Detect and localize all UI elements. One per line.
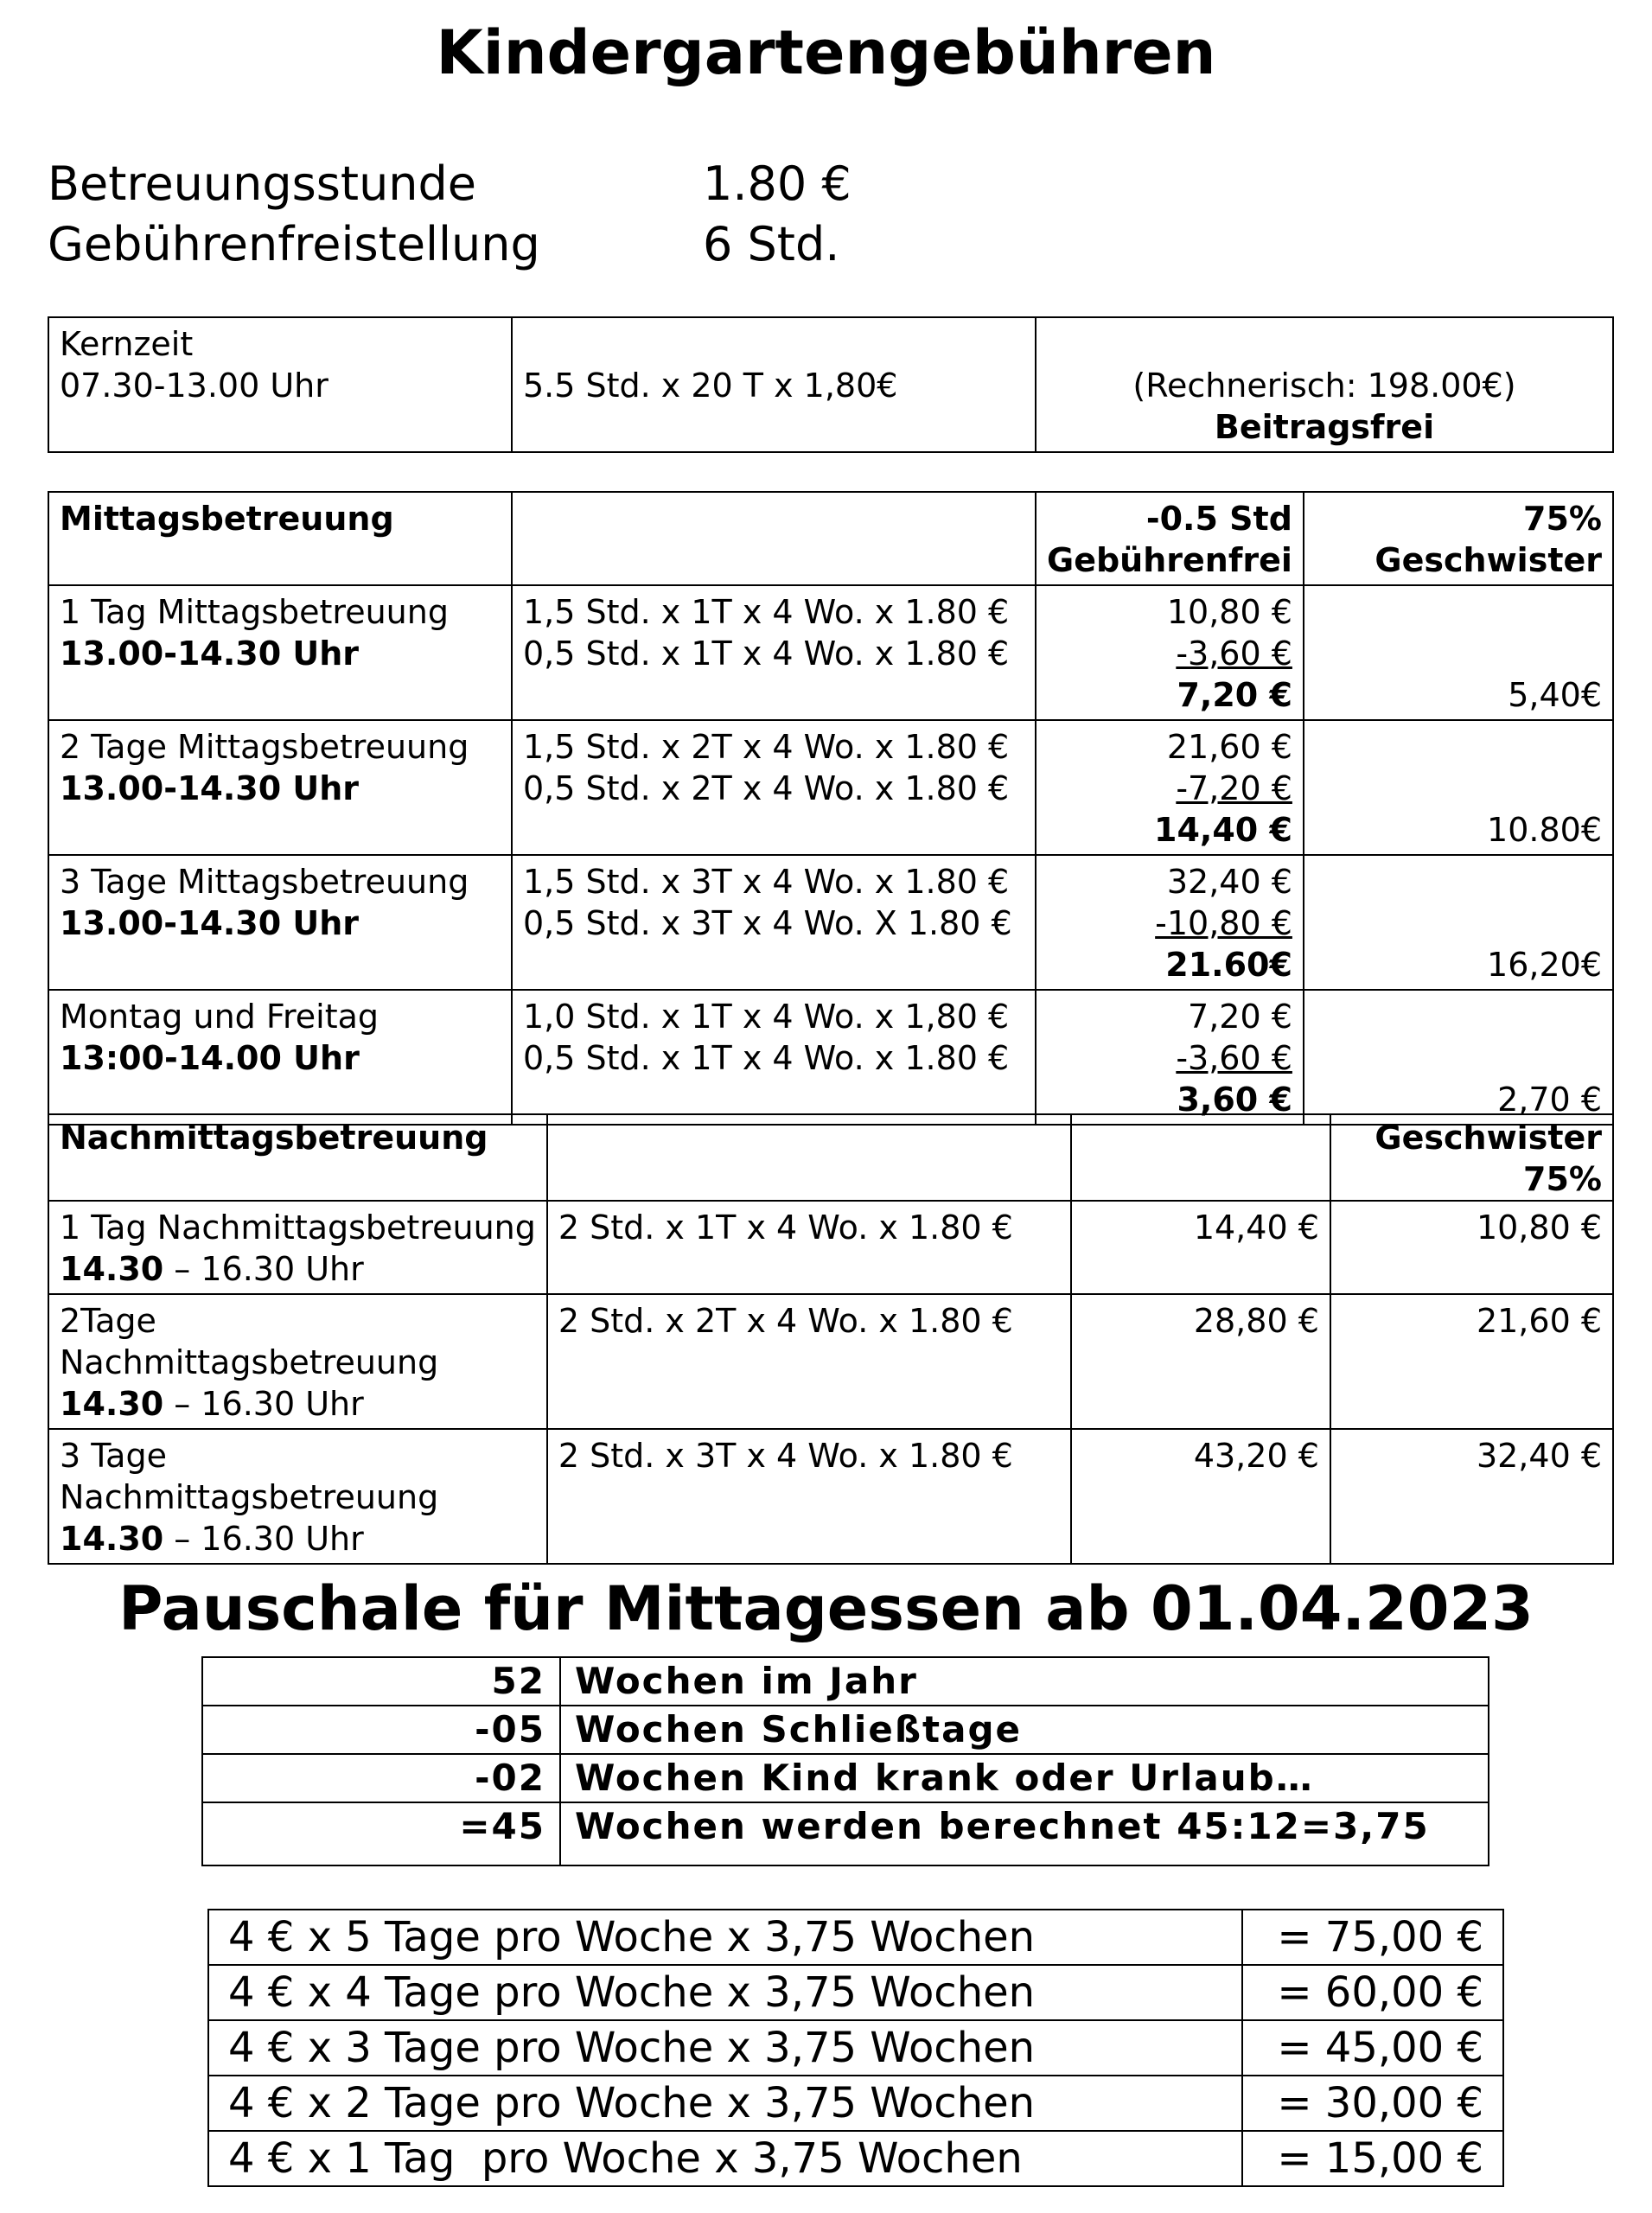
price-desc: 4 € x 2 Tage pro Woche x 3,75 Wochen (208, 2076, 1242, 2131)
price-amount: = 45,00 € (1242, 2020, 1503, 2076)
mittag-table (48, 491, 1614, 1126)
table-row (208, 1910, 1503, 1965)
price-amount: = 60,00 € (1242, 1965, 1503, 2020)
table-row (202, 1657, 1489, 1706)
nachmittag-header: Nachmittagsbetreuung (48, 1114, 547, 1201)
row-calc-cell: 2 Std. x 2T x 4 Wo. x 1.80 € (547, 1294, 1071, 1429)
nachmittag-header-empty (1071, 1114, 1330, 1201)
row-sibling-cell: 10.80€ (1304, 720, 1613, 855)
row-sibling-cell: 5,40€ (1304, 585, 1613, 720)
kernzeit-result-cell (1036, 317, 1613, 452)
table-row (208, 2020, 1503, 2076)
row-name-cell: 1 Tag Nachmittagsbetreuung 14.30 – 16.30 Uhr (48, 1201, 547, 1294)
pauschale-title: Pauschale für Mittagessen ab 01.04.2023 (118, 1573, 1534, 1644)
table-row (208, 1965, 1503, 2020)
row-values-cell: 10,80 € -3,60 € 7,20 € (1036, 585, 1304, 720)
page-title: Kindergartengebühren (436, 17, 1216, 88)
row-name-cell: 2 Tage Mittagsbetreuung 13.00-14.30 Uhr (48, 720, 512, 855)
table-row (48, 1429, 1613, 1564)
kernzeit-label: Kernzeit (60, 325, 194, 363)
kernzeit-note: (Rechnerisch: 198.00€) (1132, 367, 1516, 405)
row-calc-cell: 2 Std. x 3T x 4 Wo. x 1.80 € (547, 1429, 1071, 1564)
rate-label: Betreuungsstunde (48, 156, 477, 211)
price-amount: = 30,00 € (1242, 2076, 1503, 2131)
row-values-cell: 21,60 € -7,20 € 14,40 € (1036, 720, 1304, 855)
price-desc: 4 € x 5 Tage pro Woche x 3,75 Wochen (208, 1910, 1242, 1965)
row-price-cell: 14,40 € (1071, 1201, 1330, 1294)
rate-row (48, 214, 852, 275)
row-values-cell: 7,20 € -3,60 € 3,60 € (1036, 990, 1304, 1125)
row-calc-cell: 1,0 Std. x 1T x 4 Wo. x 1,80 € 0,5 Std. x 1T x 4 Wo. x 1.80 € (512, 990, 1036, 1125)
kernzeit-calc: 5.5 Std. x 20 T x 1,80€ (523, 367, 898, 405)
mittag-header: Mittagsbetreuung (48, 492, 512, 585)
row-name-cell: 3 Tage Mittagsbetreuung 13.00-14.30 Uhr (48, 855, 512, 990)
kernzeit-table (48, 316, 1614, 453)
meal-price-table (207, 1909, 1504, 2187)
row-calc-cell: 2 Std. x 1T x 4 Wo. x 1.80 € (547, 1201, 1071, 1294)
row-sibling-cell: 16,20€ (1304, 855, 1613, 990)
kernzeit-calc-cell (512, 317, 1036, 452)
row-calc-cell: 1,5 Std. x 3T x 4 Wo. x 1.80 € 0,5 Std. x 3T x 4 Wo. X 1.80 € (512, 855, 1036, 990)
mittag-col4-header: 75% Geschwister (1304, 492, 1613, 585)
price-desc: 4 € x 4 Tage pro Woche x 3,75 Wochen (208, 1965, 1242, 2020)
kernzeit-time: 07.30-13.00 Uhr (60, 367, 328, 405)
table-row (48, 720, 1613, 855)
price-desc: 4 € x 1 Tag pro Woche x 3,75 Wochen (208, 2131, 1242, 2186)
row-name-cell: Montag und Freitag 13:00-14.00 Uhr (48, 990, 512, 1125)
row-sibling-cell: 32,40 € (1330, 1429, 1613, 1564)
rates-block (48, 154, 852, 275)
row-sibling-cell: 2,70 € (1304, 990, 1613, 1125)
price-amount: = 75,00 € (1242, 1910, 1503, 1965)
table-row (202, 1754, 1489, 1802)
weeks-text: Wochen werden berechnet 45:12=3,75 (560, 1802, 1489, 1865)
rate-label: Gebührenfreistellung (48, 217, 540, 271)
weeks-number: =45 (202, 1802, 560, 1865)
meal-weeks-table (201, 1656, 1489, 1866)
mittag-col3-header: -0.5 Std Gebührenfrei (1036, 492, 1304, 585)
weeks-text: Wochen Schließtage (560, 1706, 1489, 1754)
rate-row (48, 154, 852, 214)
weeks-text: Wochen im Jahr (560, 1657, 1489, 1706)
kernzeit-status: Beitragsfrei (1214, 408, 1435, 446)
table-row (48, 585, 1613, 720)
nachmittag-header-row (48, 1114, 1613, 1201)
price-amount: = 15,00 € (1242, 2131, 1503, 2186)
price-desc: 4 € x 3 Tage pro Woche x 3,75 Wochen (208, 2020, 1242, 2076)
row-calc-cell: 1,5 Std. x 1T x 4 Wo. x 1.80 € 0,5 Std. x 1T x 4 Wo. x 1.80 € (512, 585, 1036, 720)
mittag-header-row (48, 492, 1613, 585)
weeks-number: -02 (202, 1754, 560, 1802)
weeks-text: Wochen Kind krank oder Urlaub… (560, 1754, 1489, 1802)
table-row (202, 1706, 1489, 1754)
row-name-cell: 3 Tage Nachmittagsbetreuung 14.30 – 16.30 Uhr (48, 1429, 547, 1564)
table-row (48, 1201, 1613, 1294)
row-sibling-cell: 21,60 € (1330, 1294, 1613, 1429)
table-row (202, 1802, 1489, 1865)
weeks-number: 52 (202, 1657, 560, 1706)
nachmittag-col4-header: Geschwister 75% (1330, 1114, 1613, 1201)
row-values-cell: 32,40 € -10,80 € 21.60€ (1036, 855, 1304, 990)
weeks-number: -05 (202, 1706, 560, 1754)
row-calc-cell: 1,5 Std. x 2T x 4 Wo. x 1.80 € 0,5 Std. x 2T x 4 Wo. x 1.80 € (512, 720, 1036, 855)
row-price-cell: 43,20 € (1071, 1429, 1330, 1564)
table-row (48, 855, 1613, 990)
row-sibling-cell: 10,80 € (1330, 1201, 1613, 1294)
nachmittag-header-empty (547, 1114, 1071, 1201)
rate-value: 6 Std. (703, 217, 840, 271)
row-name-cell: 2Tage Nachmittagsbetreuung 14.30 – 16.30 Uhr (48, 1294, 547, 1429)
rate-value: 1.80 € (703, 156, 852, 211)
table-row (48, 990, 1613, 1125)
mittag-header-empty (512, 492, 1036, 585)
row-price-cell: 28,80 € (1071, 1294, 1330, 1429)
table-row (208, 2076, 1503, 2131)
kernzeit-label-cell (48, 317, 512, 452)
table-row (208, 2131, 1503, 2186)
table-row (48, 1294, 1613, 1429)
nachmittag-table (48, 1113, 1614, 1565)
row-name-cell: 1 Tag Mittagsbetreuung 13.00-14.30 Uhr (48, 585, 512, 720)
